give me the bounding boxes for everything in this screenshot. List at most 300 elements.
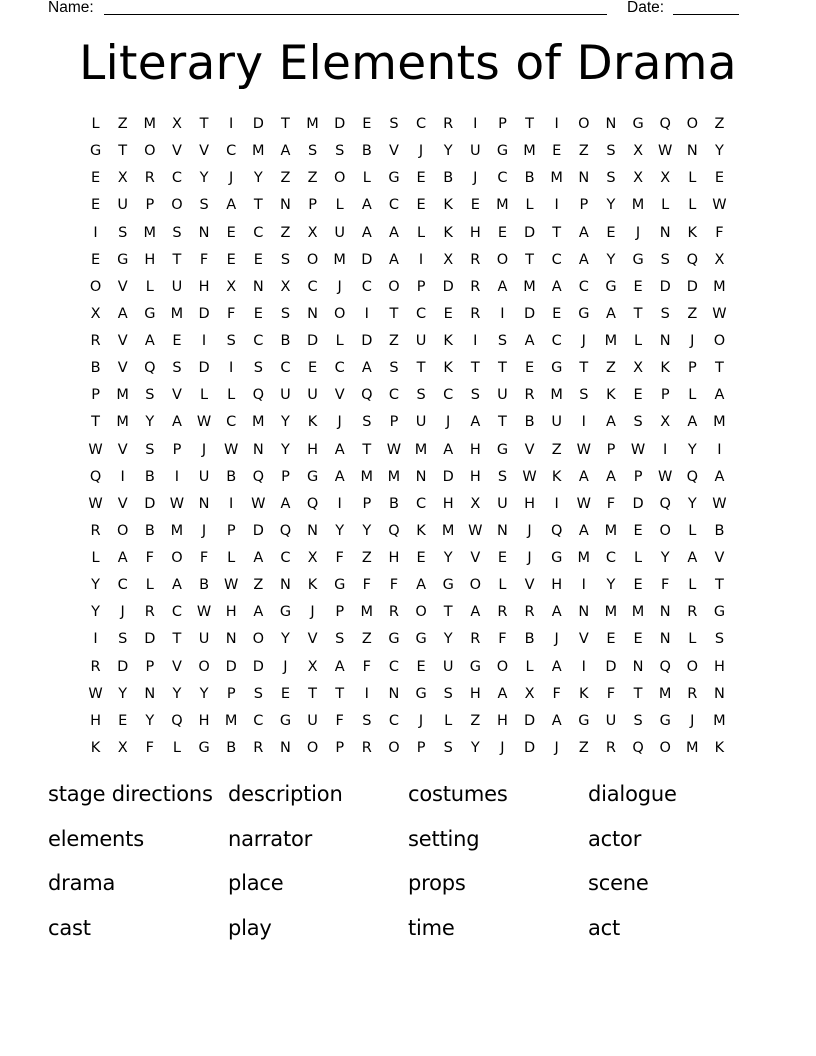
grid-letter[interactable]: B bbox=[226, 468, 237, 485]
grid-letter[interactable]: Q bbox=[252, 387, 265, 404]
grid-letter[interactable]: H bbox=[469, 685, 481, 702]
grid-letter[interactable]: J bbox=[337, 278, 342, 295]
grid-letter[interactable]: G bbox=[117, 251, 129, 268]
grid-letter[interactable]: P bbox=[335, 739, 345, 756]
grid-letter[interactable]: Y bbox=[335, 522, 345, 539]
grid-letter[interactable]: T bbox=[498, 414, 507, 431]
grid-letter[interactable]: V bbox=[714, 550, 725, 566]
grid-letter[interactable]: J bbox=[527, 550, 532, 566]
grid-letter[interactable]: O bbox=[306, 251, 319, 268]
grid-letter[interactable]: X bbox=[633, 170, 644, 187]
grid-letter[interactable]: L bbox=[688, 577, 697, 594]
grid-letter[interactable]: O bbox=[89, 278, 102, 295]
grid-letter[interactable]: Q bbox=[686, 251, 699, 268]
grid-letter[interactable]: U bbox=[605, 712, 617, 729]
grid-letter[interactable]: O bbox=[198, 658, 210, 675]
grid-letter[interactable]: W bbox=[196, 414, 212, 431]
grid-letter[interactable]: F bbox=[199, 251, 209, 268]
grid-letter[interactable]: U bbox=[117, 197, 128, 214]
grid-letter[interactable]: P bbox=[335, 604, 345, 621]
grid-letter[interactable]: Y bbox=[281, 631, 290, 648]
grid-letter[interactable]: P bbox=[145, 197, 155, 214]
grid-letter[interactable]: R bbox=[90, 658, 101, 675]
grid-letter[interactable]: C bbox=[334, 360, 345, 377]
grid-letter[interactable]: Q bbox=[659, 495, 671, 512]
grid-letter[interactable]: P bbox=[498, 116, 507, 132]
grid-letter[interactable]: J bbox=[446, 414, 451, 431]
grid-letter[interactable]: X bbox=[226, 278, 237, 295]
grid-letter[interactable]: V bbox=[171, 658, 182, 675]
grid-letter[interactable]: Z bbox=[470, 712, 481, 729]
grid-letter[interactable]: J bbox=[500, 739, 505, 756]
grid-letter[interactable]: U bbox=[171, 278, 183, 295]
grid-letter[interactable]: M bbox=[224, 712, 238, 729]
grid-letter[interactable]: L bbox=[335, 333, 344, 349]
grid-letter[interactable]: R bbox=[524, 387, 535, 404]
grid-letter[interactable]: L bbox=[661, 197, 670, 214]
grid-letter[interactable]: S bbox=[118, 224, 128, 241]
grid-letter[interactable]: W bbox=[224, 441, 239, 458]
grid-letter[interactable]: H bbox=[469, 224, 481, 241]
grid-letter[interactable]: E bbox=[226, 224, 236, 241]
grid-letter[interactable]: P bbox=[687, 360, 697, 377]
grid-letter[interactable]: J bbox=[554, 631, 559, 648]
grid-letter[interactable]: M bbox=[143, 224, 157, 241]
grid-letter[interactable]: T bbox=[525, 251, 534, 268]
grid-letter[interactable]: X bbox=[90, 305, 101, 322]
grid-letter[interactable]: W bbox=[522, 468, 537, 485]
grid-letter[interactable]: R bbox=[90, 522, 101, 539]
grid-letter[interactable]: I bbox=[229, 116, 234, 132]
grid-letter[interactable]: J bbox=[635, 224, 641, 241]
grid-letter[interactable]: N bbox=[497, 522, 508, 539]
grid-letter[interactable]: E bbox=[172, 333, 182, 349]
grid-letter[interactable]: N bbox=[605, 116, 617, 132]
grid-letter[interactable]: E bbox=[606, 224, 616, 241]
grid-letter[interactable]: G bbox=[306, 468, 319, 485]
grid-letter[interactable]: K bbox=[443, 224, 453, 241]
grid-letter[interactable]: U bbox=[551, 414, 562, 431]
grid-letter[interactable]: M bbox=[713, 712, 726, 729]
grid-letter[interactable]: B bbox=[361, 143, 372, 160]
grid-letter[interactable]: C bbox=[171, 170, 182, 187]
grid-letter[interactable]: R bbox=[144, 604, 155, 621]
grid-letter[interactable]: C bbox=[226, 143, 237, 160]
grid-letter[interactable]: W bbox=[576, 441, 591, 458]
grid-letter[interactable]: C bbox=[551, 251, 562, 268]
grid-letter[interactable]: L bbox=[227, 387, 236, 404]
grid-letter[interactable]: E bbox=[633, 631, 643, 648]
grid-letter[interactable]: J bbox=[201, 522, 207, 539]
grid-letter[interactable]: O bbox=[496, 251, 509, 268]
grid-letter[interactable]: A bbox=[226, 197, 237, 214]
grid-letter[interactable]: K bbox=[90, 739, 101, 756]
grid-letter[interactable]: A bbox=[551, 712, 562, 729]
grid-letter[interactable]: B bbox=[90, 360, 101, 377]
grid-letter[interactable]: F bbox=[145, 739, 154, 756]
grid-letter[interactable]: C bbox=[280, 550, 291, 566]
grid-letter[interactable]: X bbox=[307, 224, 318, 241]
grid-letter[interactable]: Q bbox=[686, 468, 699, 485]
grid-letter[interactable]: A bbox=[524, 333, 535, 349]
grid-letter[interactable]: U bbox=[307, 387, 318, 404]
grid-letter[interactable]: E bbox=[118, 712, 128, 729]
grid-letter[interactable]: Z bbox=[280, 170, 291, 187]
grid-letter[interactable]: T bbox=[91, 414, 100, 431]
grid-letter[interactable]: I bbox=[364, 305, 369, 322]
grid-letter[interactable]: W bbox=[658, 143, 673, 160]
grid-letter[interactable]: I bbox=[554, 197, 559, 214]
grid-letter[interactable]: W bbox=[630, 441, 646, 458]
grid-letter[interactable]: S bbox=[199, 197, 209, 214]
grid-letter[interactable]: S bbox=[606, 170, 616, 187]
grid-letter[interactable]: E bbox=[714, 170, 725, 187]
grid-letter[interactable]: T bbox=[308, 685, 317, 702]
grid-letter[interactable]: O bbox=[171, 550, 183, 566]
grid-letter[interactable]: D bbox=[361, 333, 373, 349]
grid-letter[interactable]: Y bbox=[281, 441, 290, 458]
grid-letter[interactable]: R bbox=[605, 739, 616, 756]
grid-letter[interactable]: A bbox=[470, 604, 481, 621]
grid-letter[interactable]: R bbox=[687, 685, 698, 702]
grid-letter[interactable]: V bbox=[307, 631, 318, 648]
grid-letter[interactable]: I bbox=[717, 441, 722, 458]
grid-letter[interactable]: E bbox=[90, 251, 101, 268]
grid-letter[interactable]: A bbox=[280, 495, 291, 512]
grid-letter[interactable]: V bbox=[524, 577, 535, 594]
grid-letter[interactable]: I bbox=[337, 495, 342, 512]
grid-letter[interactable]: D bbox=[523, 305, 536, 322]
grid-letter[interactable]: D bbox=[334, 116, 346, 132]
grid-letter[interactable]: N bbox=[578, 604, 590, 621]
grid-letter[interactable]: U bbox=[198, 468, 210, 485]
grid-letter[interactable]: R bbox=[497, 604, 508, 621]
grid-letter[interactable]: N bbox=[280, 197, 291, 214]
grid-letter[interactable]: S bbox=[660, 305, 670, 322]
grid-letter[interactable]: A bbox=[253, 604, 264, 621]
grid-letter[interactable]: R bbox=[470, 278, 481, 295]
grid-letter[interactable]: C bbox=[605, 550, 616, 566]
grid-letter[interactable]: W bbox=[386, 441, 402, 458]
grid-letter[interactable]: P bbox=[362, 495, 372, 512]
grid-letter[interactable]: T bbox=[715, 577, 724, 594]
grid-letter[interactable]: C bbox=[280, 360, 291, 377]
grid-letter[interactable]: E bbox=[416, 170, 426, 187]
grid-letter[interactable]: C bbox=[171, 604, 182, 621]
grid-letter[interactable]: J bbox=[554, 739, 559, 756]
grid-letter[interactable]: P bbox=[226, 522, 236, 539]
grid-letter[interactable]: Z bbox=[714, 116, 725, 132]
grid-letter[interactable]: T bbox=[470, 360, 480, 377]
grid-letter[interactable]: P bbox=[416, 278, 426, 295]
grid-letter[interactable]: D bbox=[144, 495, 156, 512]
grid-letter[interactable]: A bbox=[605, 468, 616, 485]
grid-letter[interactable]: G bbox=[415, 685, 427, 702]
grid-letter[interactable]: E bbox=[226, 251, 236, 268]
grid-letter[interactable]: T bbox=[633, 685, 643, 702]
grid-letter[interactable]: W bbox=[169, 495, 185, 512]
grid-letter[interactable]: S bbox=[118, 631, 128, 648]
grid-letter[interactable]: S bbox=[362, 712, 372, 729]
grid-letter[interactable]: N bbox=[252, 441, 264, 458]
grid-letter[interactable]: S bbox=[443, 739, 453, 756]
grid-letter[interactable]: H bbox=[307, 441, 319, 458]
grid-letter[interactable]: B bbox=[524, 414, 535, 431]
grid-letter[interactable]: A bbox=[578, 251, 589, 268]
grid-letter[interactable]: L bbox=[498, 577, 507, 594]
grid-letter[interactable]: D bbox=[442, 278, 454, 295]
grid-letter[interactable]: A bbox=[578, 468, 589, 485]
grid-letter[interactable]: I bbox=[473, 116, 478, 132]
grid-letter[interactable]: E bbox=[633, 522, 643, 539]
grid-letter[interactable]: A bbox=[253, 550, 264, 566]
grid-letter[interactable]: X bbox=[443, 251, 454, 268]
grid-letter[interactable]: N bbox=[252, 278, 264, 295]
grid-letter[interactable]: H bbox=[198, 278, 210, 295]
grid-letter[interactable]: H bbox=[496, 712, 508, 729]
grid-letter[interactable]: N bbox=[686, 143, 698, 160]
grid-letter[interactable]: B bbox=[443, 170, 454, 187]
grid-letter[interactable]: I bbox=[93, 224, 98, 241]
grid-letter[interactable]: M bbox=[116, 387, 129, 404]
grid-letter[interactable]: G bbox=[713, 604, 726, 621]
grid-letter[interactable]: G bbox=[632, 251, 644, 268]
grid-letter[interactable]: C bbox=[226, 414, 237, 431]
grid-letter[interactable]: F bbox=[335, 712, 344, 729]
grid-letter[interactable]: A bbox=[416, 577, 427, 594]
grid-letter[interactable]: Q bbox=[89, 468, 102, 485]
grid-letter[interactable]: S bbox=[253, 685, 263, 702]
grid-letter[interactable]: O bbox=[252, 631, 265, 648]
grid-letter[interactable]: Q bbox=[550, 522, 563, 539]
grid-letter[interactable]: K bbox=[443, 333, 453, 349]
grid-letter[interactable]: J bbox=[690, 712, 695, 729]
grid-letter[interactable]: O bbox=[306, 739, 319, 756]
grid-letter[interactable]: Y bbox=[606, 251, 616, 268]
grid-letter[interactable]: L bbox=[634, 550, 643, 566]
grid-letter[interactable]: G bbox=[198, 739, 210, 756]
grid-letter[interactable]: C bbox=[416, 116, 427, 132]
grid-letter[interactable]: A bbox=[687, 414, 698, 431]
grid-letter[interactable]: A bbox=[605, 305, 616, 322]
grid-letter[interactable]: T bbox=[362, 441, 372, 458]
grid-letter[interactable]: E bbox=[470, 197, 480, 214]
grid-letter[interactable]: R bbox=[470, 305, 481, 322]
grid-letter[interactable]: I bbox=[201, 333, 207, 349]
grid-letter[interactable]: C bbox=[497, 170, 508, 187]
grid-letter[interactable]: K bbox=[307, 577, 318, 594]
grid-letter[interactable]: S bbox=[579, 387, 589, 404]
grid-letter[interactable]: A bbox=[117, 305, 128, 322]
grid-letter[interactable]: V bbox=[524, 441, 535, 458]
grid-letter[interactable]: C bbox=[416, 495, 427, 512]
grid-letter[interactable]: D bbox=[252, 116, 264, 132]
grid-letter[interactable]: F bbox=[145, 550, 154, 566]
grid-letter[interactable]: F bbox=[389, 577, 399, 594]
grid-letter[interactable]: T bbox=[389, 305, 399, 322]
grid-letter[interactable]: F bbox=[498, 631, 507, 648]
grid-letter[interactable]: V bbox=[117, 495, 128, 512]
grid-letter[interactable]: M bbox=[143, 116, 157, 132]
grid-letter[interactable]: P bbox=[416, 739, 426, 756]
grid-letter[interactable]: T bbox=[498, 360, 507, 377]
grid-letter[interactable]: O bbox=[333, 170, 346, 187]
grid-letter[interactable]: O bbox=[469, 577, 482, 594]
grid-letter[interactable]: P bbox=[172, 441, 182, 458]
grid-letter[interactable]: O bbox=[415, 604, 427, 621]
grid-letter[interactable]: O bbox=[171, 197, 183, 214]
grid-letter[interactable]: Q bbox=[388, 522, 400, 539]
grid-letter[interactable]: P bbox=[145, 658, 155, 675]
grid-letter[interactable]: L bbox=[634, 333, 643, 349]
grid-letter[interactable]: L bbox=[362, 170, 371, 187]
grid-letter[interactable]: X bbox=[307, 658, 318, 675]
grid-letter[interactable]: N bbox=[388, 685, 400, 702]
grid-letter[interactable]: P bbox=[633, 468, 643, 485]
grid-letter[interactable]: M bbox=[550, 387, 563, 404]
grid-letter[interactable]: X bbox=[171, 116, 182, 132]
grid-letter[interactable]: N bbox=[659, 333, 671, 349]
grid-letter[interactable]: A bbox=[443, 441, 454, 458]
grid-letter[interactable]: T bbox=[443, 604, 453, 621]
grid-letter[interactable]: W bbox=[88, 441, 103, 458]
grid-letter[interactable]: N bbox=[225, 631, 237, 648]
grid-letter[interactable]: N bbox=[307, 305, 318, 322]
grid-letter[interactable]: E bbox=[606, 631, 616, 648]
grid-letter[interactable]: N bbox=[659, 604, 671, 621]
grid-letter[interactable]: A bbox=[714, 468, 725, 485]
grid-letter[interactable]: N bbox=[280, 739, 291, 756]
grid-letter[interactable]: Q bbox=[144, 360, 156, 377]
grid-letter[interactable]: L bbox=[525, 658, 534, 675]
grid-letter[interactable]: M bbox=[116, 414, 129, 431]
grid-letter[interactable]: T bbox=[172, 631, 182, 648]
grid-letter[interactable]: L bbox=[172, 739, 181, 756]
grid-letter[interactable]: M bbox=[170, 522, 184, 539]
grid-letter[interactable]: T bbox=[579, 360, 589, 377]
grid-letter[interactable]: H bbox=[713, 658, 725, 675]
grid-letter[interactable]: S bbox=[280, 305, 291, 322]
grid-letter[interactable]: L bbox=[688, 387, 697, 404]
grid-letter[interactable]: C bbox=[253, 224, 264, 241]
grid-letter[interactable]: Y bbox=[715, 143, 724, 160]
grid-letter[interactable]: I bbox=[364, 685, 369, 702]
grid-letter[interactable]: O bbox=[686, 658, 699, 675]
grid-letter[interactable]: D bbox=[252, 522, 264, 539]
grid-letter[interactable]: M bbox=[441, 522, 455, 539]
grid-letter[interactable]: N bbox=[280, 577, 291, 594]
grid-letter[interactable]: R bbox=[470, 631, 481, 648]
grid-letter[interactable]: U bbox=[497, 387, 508, 404]
grid-letter[interactable]: S bbox=[606, 143, 616, 160]
grid-letter[interactable]: Y bbox=[443, 550, 453, 566]
grid-letter[interactable]: S bbox=[335, 631, 345, 648]
grid-letter[interactable]: Y bbox=[145, 414, 155, 431]
grid-letter[interactable]: M bbox=[577, 550, 591, 566]
grid-letter[interactable]: U bbox=[307, 712, 318, 729]
grid-letter[interactable]: R bbox=[361, 739, 372, 756]
grid-letter[interactable]: C bbox=[388, 658, 399, 675]
grid-letter[interactable]: Y bbox=[687, 495, 697, 512]
grid-letter[interactable]: V bbox=[388, 143, 399, 160]
grid-letter[interactable]: S bbox=[280, 251, 291, 268]
grid-letter[interactable]: O bbox=[686, 116, 699, 132]
grid-letter[interactable]: C bbox=[253, 333, 264, 349]
grid-letter[interactable]: D bbox=[632, 495, 644, 512]
grid-letter[interactable]: M bbox=[604, 333, 618, 349]
grid-letter[interactable]: S bbox=[145, 441, 155, 458]
grid-letter[interactable]: Y bbox=[470, 739, 480, 756]
grid-letter[interactable]: K bbox=[660, 360, 670, 377]
grid-letter[interactable]: M bbox=[713, 278, 726, 295]
grid-letter[interactable]: R bbox=[253, 739, 264, 756]
grid-letter[interactable]: F bbox=[227, 305, 236, 322]
grid-letter[interactable]: Y bbox=[118, 685, 128, 702]
grid-letter[interactable]: E bbox=[633, 278, 643, 295]
grid-letter[interactable]: T bbox=[199, 116, 209, 132]
grid-letter[interactable]: I bbox=[554, 116, 559, 132]
grid-letter[interactable]: D bbox=[198, 305, 210, 322]
grid-letter[interactable]: L bbox=[200, 387, 209, 404]
grid-letter[interactable]: M bbox=[631, 197, 645, 214]
grid-letter[interactable]: S bbox=[497, 468, 508, 485]
grid-letter[interactable]: S bbox=[253, 360, 263, 377]
grid-letter[interactable]: Z bbox=[253, 577, 264, 594]
grid-letter[interactable]: C bbox=[253, 712, 264, 729]
grid-letter[interactable]: V bbox=[117, 441, 128, 458]
grid-letter[interactable]: E bbox=[524, 360, 535, 377]
grid-letter[interactable]: O bbox=[144, 143, 156, 160]
grid-letter[interactable]: D bbox=[198, 360, 210, 377]
grid-letter[interactable]: S bbox=[145, 387, 155, 404]
grid-letter[interactable]: M bbox=[170, 305, 184, 322]
grid-letter[interactable]: T bbox=[633, 305, 643, 322]
grid-letter[interactable]: H bbox=[388, 550, 400, 566]
grid-letter[interactable]: L bbox=[145, 577, 154, 594]
grid-letter[interactable]: P bbox=[606, 441, 616, 458]
grid-letter[interactable]: T bbox=[253, 197, 263, 214]
grid-letter[interactable]: U bbox=[442, 658, 454, 675]
grid-letter[interactable]: Z bbox=[687, 305, 698, 322]
grid-letter[interactable]: Y bbox=[660, 550, 670, 566]
grid-letter[interactable]: Y bbox=[199, 170, 209, 187]
grid-letter[interactable]: J bbox=[201, 441, 207, 458]
grid-letter[interactable]: L bbox=[227, 550, 236, 566]
grid-letter[interactable]: Y bbox=[253, 170, 263, 187]
grid-letter[interactable]: G bbox=[551, 550, 563, 566]
grid-letter[interactable]: Y bbox=[91, 577, 100, 594]
grid-letter[interactable]: J bbox=[581, 333, 586, 349]
grid-letter[interactable]: D bbox=[144, 631, 156, 648]
grid-letter[interactable]: L bbox=[91, 116, 100, 132]
grid-letter[interactable]: I bbox=[554, 495, 559, 512]
grid-letter[interactable]: M bbox=[658, 685, 672, 702]
grid-letter[interactable]: M bbox=[360, 604, 374, 621]
grid-letter[interactable]: L bbox=[688, 170, 697, 187]
grid-letter[interactable]: Y bbox=[199, 685, 209, 702]
grid-letter[interactable]: G bbox=[659, 712, 671, 729]
grid-letter[interactable]: U bbox=[497, 495, 508, 512]
grid-letter[interactable]: Z bbox=[280, 224, 291, 241]
grid-letter[interactable]: Y bbox=[606, 197, 616, 214]
grid-letter[interactable]: O bbox=[578, 116, 590, 132]
grid-letter[interactable]: G bbox=[89, 143, 102, 160]
grid-letter[interactable]: X bbox=[633, 360, 644, 377]
grid-letter[interactable]: G bbox=[496, 441, 509, 458]
grid-letter[interactable]: L bbox=[688, 197, 697, 214]
grid-letter[interactable]: J bbox=[229, 170, 234, 187]
grid-letter[interactable]: E bbox=[497, 224, 508, 241]
